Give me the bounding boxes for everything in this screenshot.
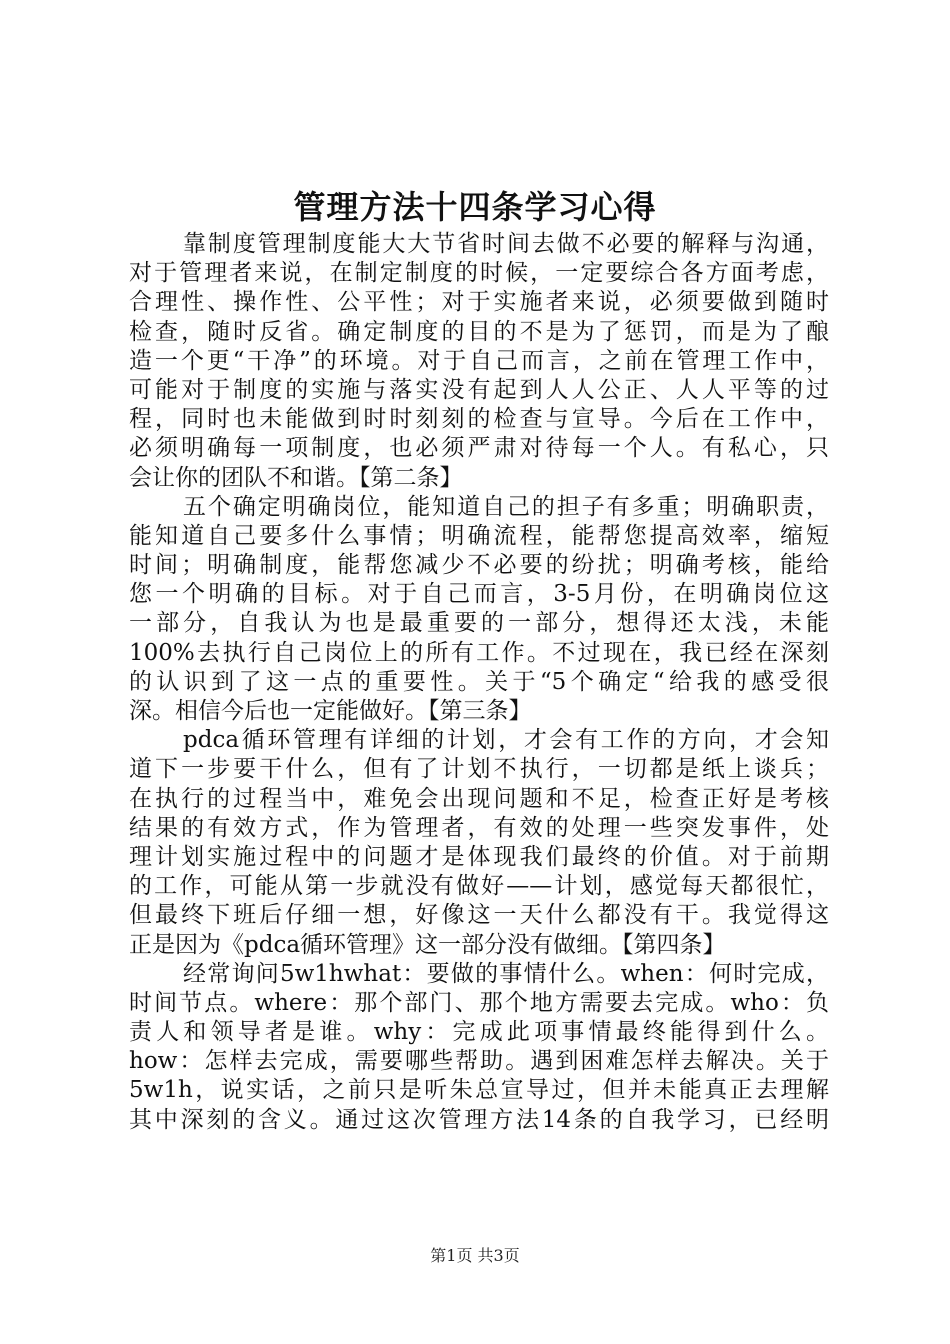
text-line: 可能对于制度的实施与落实没有起到人人公正、人人平等的过 <box>129 376 829 403</box>
text-line: 时间；明确制度，能帮您减少不必要的纷扰；明确考核，能给 <box>129 552 829 579</box>
text-line: 深。相信今后也一定能做好。【第三条】 <box>129 698 532 724</box>
paragraph <box>129 230 829 493</box>
document-title: 管理方法十四条学习心得 <box>293 188 657 226</box>
text-line: 一部分，自我认为也是最重要的一部分，想得还太浅，未能 <box>129 610 829 637</box>
text-line: 程，同时也未能做到时时刻刻的检查与宣导。今后在工作中， <box>129 406 829 433</box>
text-line: 靠制度管理制度能大大节省时间去做不必要的解释与沟通， <box>183 231 829 257</box>
text-line: 结果的有效方式，作为管理者，有效的处理一些突发事件，处 <box>129 814 829 841</box>
page-footer <box>0 1245 950 1267</box>
text-line: 会让你的团队不和谐。【第二条】 <box>129 464 463 491</box>
text-line: pdca循环管理有详细的计划，才会有工作的方向，才会知 <box>183 727 829 754</box>
paragraph <box>129 726 829 960</box>
text-line: 100%去执行自己岗位上的所有工作。不过现在，我已经在深刻 <box>129 639 829 666</box>
text-line: 时间节点。where：那个部门、那个地方需要去完成。who：负 <box>129 989 829 1016</box>
text-line: 对于管理者来说，在制定制度的时候，一定要综合各方面考虑， <box>129 260 829 287</box>
text-line: 检查，随时反省。确定制度的目的不是为了惩罚，而是为了酿 <box>129 318 829 345</box>
document-body <box>129 230 829 1135</box>
text-line: 但最终下班后仔细一想，好像这一天什么都没有干。我觉得这 <box>129 902 829 929</box>
text-line: 五个确定明确岗位，能知道自己的担子有多重；明确职责， <box>183 493 829 520</box>
text-line: 理计划实施过程中的问题才是体现我们最终的价值。对于前期 <box>129 843 829 870</box>
text-line: 经常询问5w1hwhat：要做的事情什么。when：何时完成， <box>183 960 829 987</box>
text-line: 5w1h，说实话，之前只是听朱总宣导过，但并未能真正去理解 <box>129 1077 829 1104</box>
text-line: 合理性、操作性、公平性；对于实施者来说，必须要做到随时 <box>129 289 829 316</box>
text-line: 您一个明确的目标。对于自己而言，3-5月份，在明确岗位这 <box>129 581 829 608</box>
text-line: 必须明确每一项制度，也必须严肃对待每一个人。有私心，只 <box>129 435 829 462</box>
text-line: 的工作，可能从第一步就没有做好——计划，感觉每天都很忙， <box>129 873 829 900</box>
text-line: how：怎样去完成，需要哪些帮助。遇到困难怎样去解决。关于 <box>129 1048 829 1075</box>
text-line: 的认识到了这一点的重要性。关于“5个确定“给我的感受很 <box>129 668 829 695</box>
page-number-label: 第1页 共3页 <box>430 1246 520 1265</box>
text-line: 责人和领导者是谁。why：完成此项事情最终能得到什么。 <box>129 1019 829 1046</box>
text-line: 正是因为《pdca循环管理》这一部分没有做细。【第四条】 <box>129 931 726 958</box>
text-line: 能知道自己要多什么事情；明确流程，能帮您提高效率，缩短 <box>129 522 829 549</box>
text-line: 在执行的过程当中，难免会出现问题和不足，检查正好是考核 <box>129 785 829 812</box>
text-line: 其中深刻的含义。通过这次管理方法14条的自我学习，已经明 <box>129 1106 829 1133</box>
text-line: 造一个更“干净”的环境。对于自己而言，之前在管理工作中， <box>129 347 829 374</box>
paragraph <box>129 960 829 1135</box>
text-line: 道下一步要干什么，但有了计划不执行，一切都是纸上谈兵； <box>129 756 829 783</box>
paragraph <box>129 493 829 727</box>
